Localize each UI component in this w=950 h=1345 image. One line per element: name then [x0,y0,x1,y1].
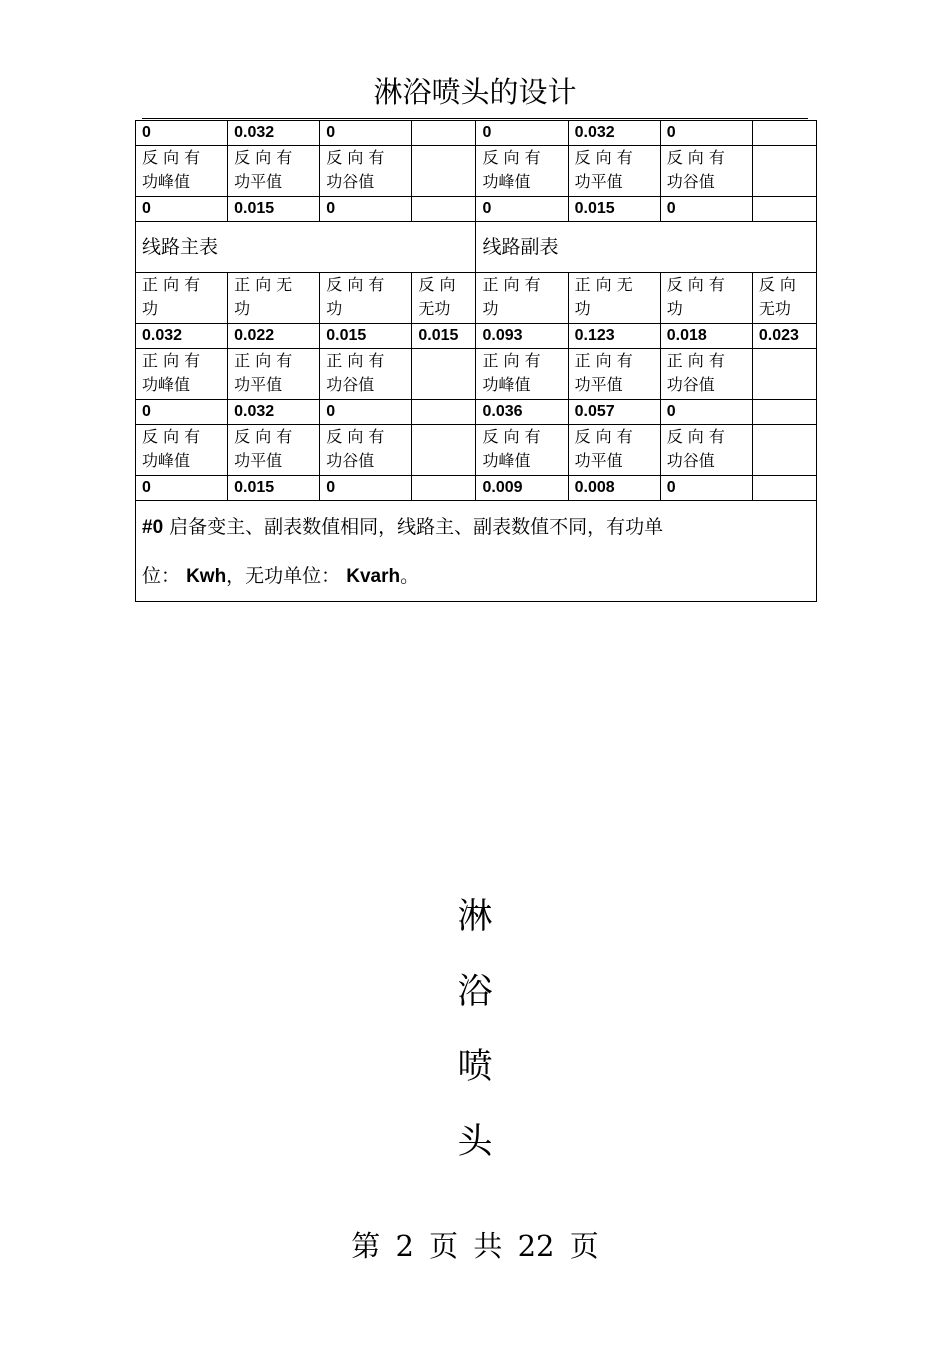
label-cell [412,273,476,324]
label-cell [476,425,568,476]
label-line: 反 向 有 [482,427,541,446]
note-text-1: 启备变主、副表数值相同，线路主、副表数值不同，有功单 [163,516,664,538]
value-cell: 0 [660,121,752,146]
label-line: 反 向 有 [574,427,633,446]
value-row [136,324,817,349]
value-cell: 0.009 [476,476,568,501]
note-text-2a: 位： [142,565,181,587]
value-cell [412,476,476,501]
label-line: 反 向 有 [326,148,385,167]
label-line: 功平值 [574,172,623,191]
label-line [418,146,469,170]
label-cell [320,273,412,324]
label-row [136,273,817,324]
value-cell: 0.036 [476,400,568,425]
label-line: 正 向 有 [574,351,633,370]
label-line: 正 向 有 [326,351,385,370]
value-cell: 0.093 [476,324,568,349]
label-cell [412,146,476,197]
label-cell [752,146,816,197]
value-cell: 0 [320,121,412,146]
label-line: 功谷值 [666,451,715,470]
label-line [418,425,469,449]
note-line-2 [142,552,810,601]
label-line: 功峰值 [142,172,191,191]
value-cell: 0.015 [412,324,476,349]
value-cell [752,121,816,146]
label-line: 反 向 有 [234,148,293,167]
value-row [136,476,817,501]
label-cell [136,273,228,324]
label-line: 功峰值 [482,172,531,191]
label-line: 正 向 有 [482,351,541,370]
value-cell: 0.015 [568,197,660,222]
label-line: 功 [142,299,159,318]
label-cell [136,425,228,476]
value-cell: 0.123 [568,324,660,349]
vertical-title-char: 头 [457,1122,493,1162]
label-row [136,349,817,400]
label-line [759,146,810,170]
label-line: 反 向 有 [666,427,725,446]
label-line: 功 [574,299,591,318]
value-cell: 0 [660,476,752,501]
value-cell: 0.032 [228,400,320,425]
value-cell: 0 [320,400,412,425]
meter-readings-table [135,120,817,602]
label-line: 功 [482,299,499,318]
label-line: 功 [234,299,251,318]
section-header-row [136,222,817,273]
value-cell [752,476,816,501]
value-cell [412,400,476,425]
page-title: 淋浴喷头的设计 [373,75,577,109]
value-cell: 0 [660,400,752,425]
label-cell [568,349,660,400]
title-underline [142,118,808,119]
value-cell [412,121,476,146]
label-line: 正 向 有 [234,351,293,370]
unit-active: Kwh [186,566,227,587]
label-line: 功平值 [574,375,623,394]
value-cell: 0 [136,197,228,222]
value-cell: 0.032 [228,121,320,146]
value-row [136,121,817,146]
value-cell: 0 [136,476,228,501]
label-line: 反 向 有 [666,275,725,294]
label-cell [660,146,752,197]
label-line: 功平值 [234,172,283,191]
label-cell [412,425,476,476]
value-cell: 0 [476,197,568,222]
label-line: 功谷值 [326,451,375,470]
label-line: 反 向 有 [574,148,633,167]
value-cell: 0 [136,400,228,425]
section-sub-meter: 线路副表 [476,222,817,273]
value-cell: 0.018 [660,324,752,349]
value-cell: 0 [136,121,228,146]
label-cell [568,273,660,324]
label-line: 功谷值 [666,172,715,191]
label-cell [752,349,816,400]
value-cell: 0 [660,197,752,222]
value-cell: 0.032 [568,121,660,146]
label-line: 反 向 有 [142,148,201,167]
note-line-1 [142,503,810,552]
vertical-title-char: 喷 [457,1047,493,1087]
label-cell [660,349,752,400]
label-line: 反 向 有 [482,148,541,167]
label-line [418,349,469,373]
note-text-2c: 。 [400,565,420,587]
label-line [418,170,469,194]
label-line: 功 [326,299,343,318]
label-line: 功谷值 [666,375,715,394]
value-cell: 0.023 [752,324,816,349]
label-cell [660,425,752,476]
label-line: 正 向 无 [234,275,293,294]
value-row [136,400,817,425]
section-main-meter: 线路主表 [136,222,476,273]
label-line: 功 [666,299,683,318]
label-cell [320,146,412,197]
label-cell [752,425,816,476]
vertical-title-char: 淋 [457,897,493,937]
label-line: 功平值 [234,375,283,394]
vertical-title [0,892,950,1192]
label-line: 功峰值 [482,375,531,394]
label-line: 反 向 [758,275,796,294]
label-line [759,425,810,449]
value-row [136,197,817,222]
value-cell: 0 [320,476,412,501]
value-cell: 0.015 [320,324,412,349]
value-cell: 0 [320,197,412,222]
label-line: 反 向 有 [666,148,725,167]
label-cell [228,146,320,197]
label-cell [228,349,320,400]
value-cell: 0.015 [228,197,320,222]
note-text-2b: ，无功单位： [226,565,341,587]
label-row [136,425,817,476]
label-cell [320,425,412,476]
label-cell [568,425,660,476]
label-line: 无功 [758,299,791,318]
label-line: 无功 [418,299,451,318]
value-cell [752,400,816,425]
label-line: 反 向 有 [142,427,201,446]
label-cell [660,273,752,324]
label-line: 功谷值 [326,172,375,191]
label-line [418,373,469,397]
vertical-title-char: 浴 [457,972,493,1012]
value-cell: 0.032 [136,324,228,349]
label-cell [476,349,568,400]
label-cell [568,146,660,197]
value-cell: 0.015 [228,476,320,501]
page-footer: 第 2 页 共 22 页 [351,1229,599,1263]
label-cell [320,349,412,400]
label-line: 功峰值 [142,451,191,470]
label-line: 反 向 有 [234,427,293,446]
label-line [759,349,810,373]
label-line: 正 向 有 [666,351,725,370]
label-cell [752,273,816,324]
label-cell [136,146,228,197]
label-cell [228,425,320,476]
label-cell [228,273,320,324]
label-line: 反 向 [418,275,456,294]
label-line [759,373,810,397]
note-tag: #0 [142,517,164,538]
label-line [759,449,810,473]
note-row [136,501,817,602]
label-cell [412,349,476,400]
label-line: 正 向 无 [574,275,633,294]
label-row [136,146,817,197]
label-line: 功平值 [574,451,623,470]
value-cell: 0.008 [568,476,660,501]
label-line: 功谷值 [326,375,375,394]
label-line [759,170,810,194]
label-line: 反 向 有 [326,275,385,294]
unit-reactive: Kvarh [346,566,401,587]
label-line [418,449,469,473]
note-cell [136,501,817,602]
label-line: 正 向 有 [482,275,541,294]
value-cell: 0.057 [568,400,660,425]
label-cell [476,146,568,197]
value-cell: 0.022 [228,324,320,349]
label-line: 反 向 有 [326,427,385,446]
label-cell [136,349,228,400]
label-line: 功峰值 [482,451,531,470]
label-line: 正 向 有 [142,351,201,370]
value-cell: 0 [476,121,568,146]
value-cell [412,197,476,222]
label-line: 正 向 有 [142,275,201,294]
label-line: 功峰值 [142,375,191,394]
label-cell [476,273,568,324]
label-line: 功平值 [234,451,283,470]
value-cell [752,197,816,222]
